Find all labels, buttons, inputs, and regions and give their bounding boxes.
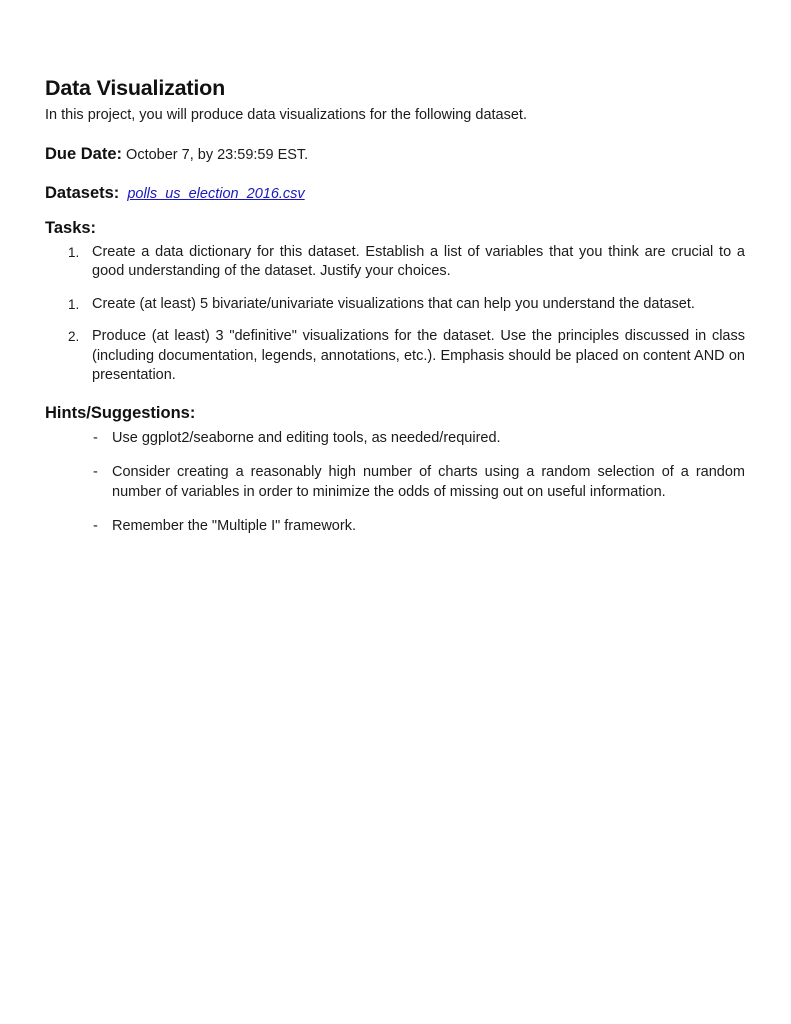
dataset-csv-link[interactable]: polls_us_election_2016.csv (127, 186, 305, 202)
hint-dash-marker: - (93, 429, 98, 446)
task-number: 1. (68, 296, 80, 312)
task-text: Create a data dictionary for this dataset. Establish a list of variables that you think are crucial to a good understanding of the dataset. Justify your choices. (92, 243, 745, 279)
task-text: Produce (at least) 3 "definitive" visualizations for the dataset. Use the principles discussed in class (including documentation, legends, annotations, etc.). Emphasis should be placed on content AND on presentation. (92, 328, 745, 383)
hint-text: Consider creating a reasonably high number of charts using a random selection of a random number of variables in order to minimize the odds of missing out on useful information. (112, 464, 745, 500)
task-text: Create (at least) 5 bivariate/univariate visualizations that can help you understand the dataset. (92, 295, 695, 312)
hint-text: Remember the "Multiple I" framework. (112, 518, 356, 534)
page-title: Data Visualization (45, 76, 226, 100)
tasks-heading: Tasks: (45, 218, 97, 237)
task-item (45, 327, 745, 386)
task-item (45, 243, 745, 282)
hint-dash-marker: - (93, 464, 98, 480)
task-list (45, 243, 745, 386)
datasets-row (45, 183, 745, 205)
intro-text: In this project, you will produce data visualizations for the following dataset. (45, 107, 527, 123)
hints-heading: Hints/Suggestions: (45, 403, 196, 422)
hint-item (45, 463, 745, 502)
hint-list (45, 429, 745, 537)
hint-text: Use ggplot2/seaborne and editing tools, as needed/required. (112, 429, 501, 446)
due-date-row (45, 144, 745, 166)
task-item (45, 295, 745, 315)
datasets-label: Datasets: (45, 184, 120, 202)
due-date-value: October 7, by 23:59:59 EST. (126, 146, 309, 163)
hint-dash-marker: - (93, 518, 98, 534)
hint-item (45, 517, 745, 537)
due-date-label: Due Date: (45, 144, 123, 163)
hint-item (45, 429, 745, 449)
task-number: 2. (68, 329, 80, 344)
task-number: 1. (68, 244, 80, 260)
